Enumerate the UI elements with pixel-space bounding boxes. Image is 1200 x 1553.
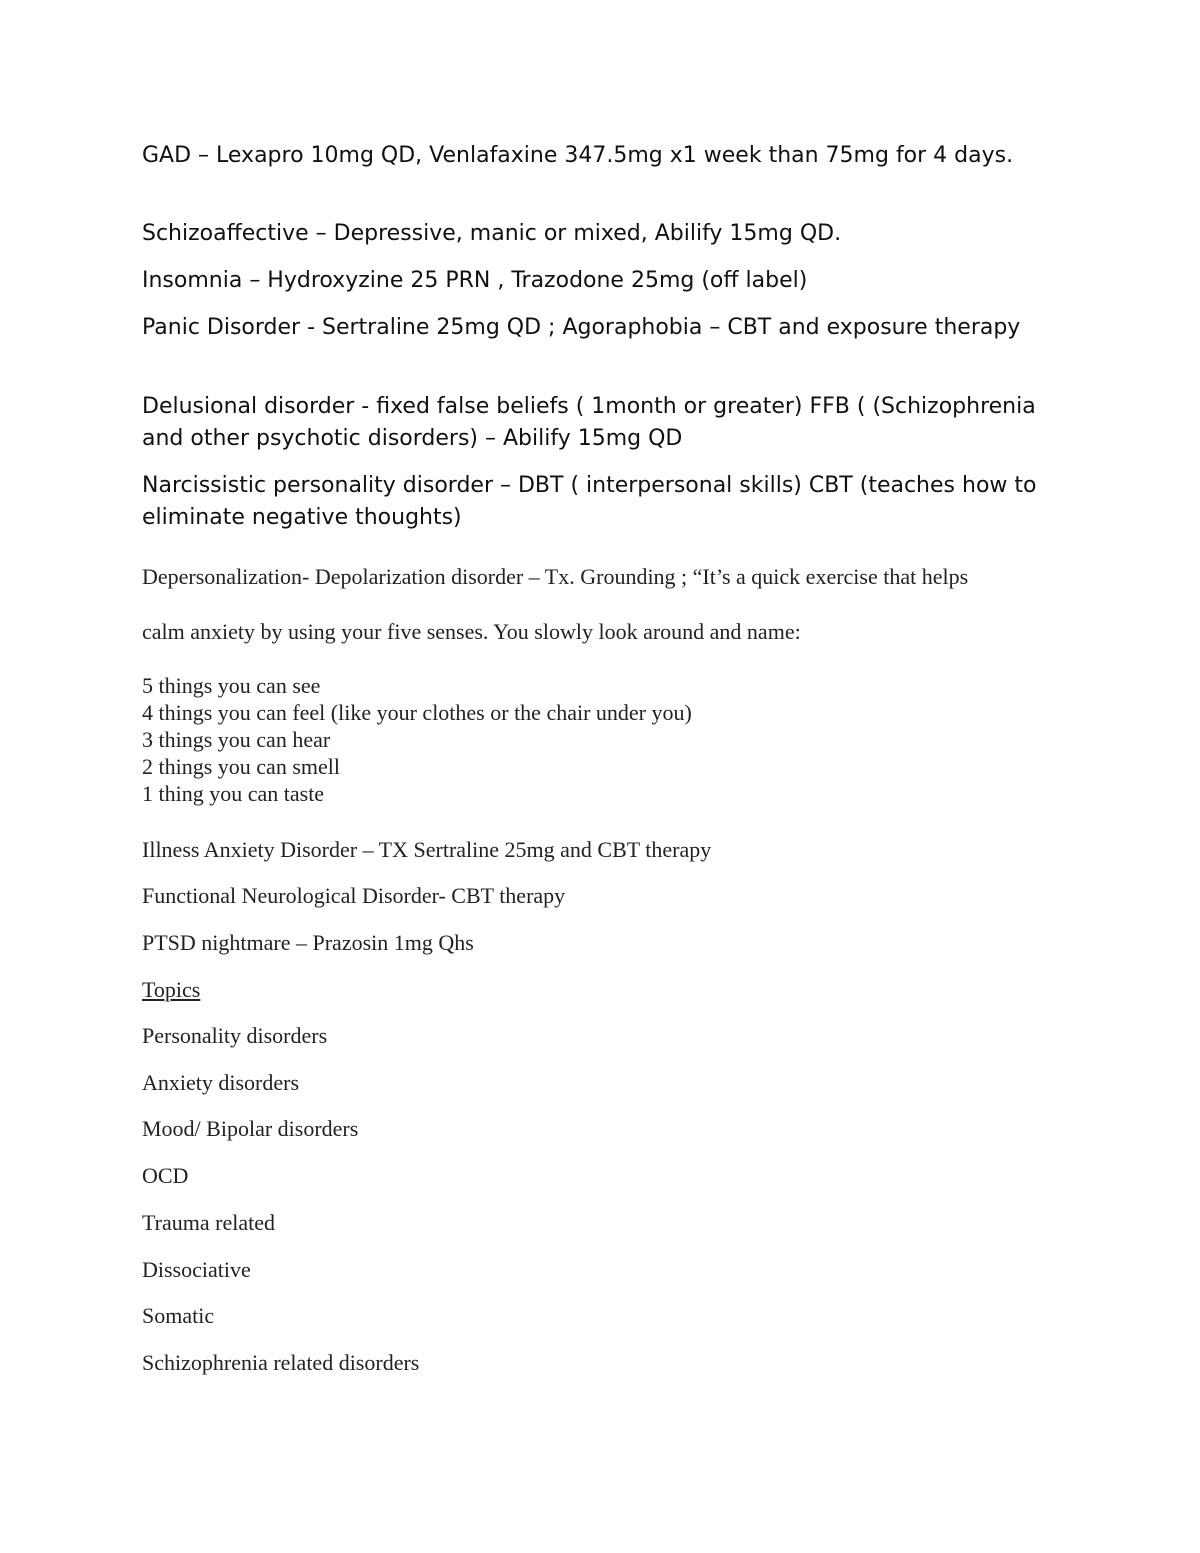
topic-item: Personality disorders bbox=[142, 1023, 328, 1048]
grounding-line-2: calm anxiety by using your five senses. You slowly look around and name: bbox=[142, 619, 801, 644]
topics-heading: Topics bbox=[142, 977, 201, 1002]
note-insomnia: Insomnia – Hydroxyzine 25 PRN , Trazodone 25mg (off label) bbox=[142, 268, 808, 293]
list-item: 3 things you can hear bbox=[142, 727, 331, 752]
senses-list bbox=[142, 672, 1042, 807]
topic-item: Somatic bbox=[142, 1303, 215, 1328]
topic-item: Schizophrenia related disorders bbox=[142, 1350, 420, 1375]
note-schizoaffective: Schizoaffective – Depressive, manic or mixed, Abilify 15mg QD. bbox=[142, 221, 842, 246]
note-narcissistic: Narcissistic personality disorder – DBT ( interpersonal skills) CBT (teaches how to eliminate negative thoughts) bbox=[142, 473, 1037, 530]
list-item: 1 thing you can taste bbox=[142, 781, 325, 806]
topic-item: Mood/ Bipolar disorders bbox=[142, 1116, 359, 1141]
note-functional-neurological: Functional Neurological Disorder- CBT therapy bbox=[142, 883, 566, 908]
topic-item: Dissociative bbox=[142, 1257, 251, 1282]
grounding-line-1: Depersonalization- Depolarization disorder – Tx. Grounding ; “It’s a quick exercise that helps bbox=[142, 564, 969, 589]
note-panic-disorder: Panic Disorder - Sertraline 25mg QD ; Agoraphobia – CBT and exposure therapy bbox=[142, 315, 1021, 340]
topic-item: Trauma related bbox=[142, 1210, 275, 1235]
topic-item: OCD bbox=[142, 1163, 189, 1188]
note-ptsd: PTSD nightmare – Prazosin 1mg Qhs bbox=[142, 930, 474, 955]
topic-item: Anxiety disorders bbox=[142, 1070, 300, 1095]
list-item: 4 things you can feel (like your clothes or the chair under you) bbox=[142, 700, 692, 725]
note-gad: GAD – Lexapro 10mg QD, Venlafaxine 347.5mg x1 week than 75mg for 4 days. bbox=[142, 143, 1014, 168]
note-delusional-disorder: Delusional disorder - fixed false beliefs ( 1month or greater) FFB ( (Schizophrenia and other psychotic disorders) – Abilify 15mg QD bbox=[142, 394, 1036, 451]
note-illness-anxiety: Illness Anxiety Disorder – TX Sertraline 25mg and CBT therapy bbox=[142, 837, 712, 862]
list-item: 2 things you can smell bbox=[142, 754, 340, 779]
list-item: 5 things you can see bbox=[142, 673, 321, 698]
